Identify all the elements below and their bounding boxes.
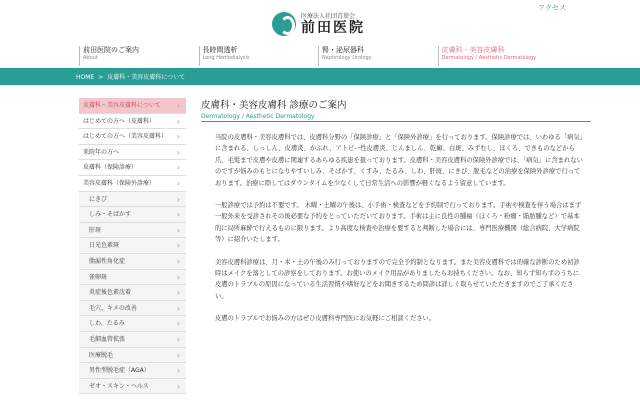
nav-item-sublabel: Dermatology / Aesthetic Dermatology (441, 55, 537, 61)
sidebar-item[interactable]: 日光色素斑 › (79, 238, 186, 254)
sidebar-item[interactable]: 男性型脱毛症（AGA） › (79, 363, 186, 379)
page-subtitle: Dermatology / Aesthetic Dermatology (201, 113, 315, 120)
logo-subtitle: 医療法人社団青葉会 (301, 12, 356, 20)
sidebar (79, 98, 186, 394)
logo-name: 前田医院 (301, 19, 365, 36)
sidebar-item[interactable]: にきび › (79, 192, 186, 208)
sidebar-item[interactable]: 肝斑 › (79, 223, 186, 239)
content-paragraph: 当院の皮膚科・美容皮膚科では、皮膚科分野の「保険診療」と「保険外診療」を行っております。保険診療では、いわゆる「病気」に含まれる、しっしん、皮膚炎、かぶれ、アトピー性皮膚炎、じんましん、乾癬、白斑、みずむし、ほくろ、できものなどから 爪、毛髪まで皮膚や皮膚に関連するあらゆる疾患を扱っております。皮膚科・美容皮膚科の保険外診療では、「病気」に含まれないのですが悩みのもとになりやすいしみ、そばかす、くすみ、たるみ、しわ、肝斑、にきび、脱毛などの治療を保険外診療で行っております。治療に際してはダウンタイムを少なくして日常生活への影響が軽くなるよう留意しています。 (215, 134, 583, 187)
content-paragraph: 一般診療では予約は不要です。 木曜・土曜の午後は、小手術・検査などを予約制で行っております。手術や検査を伴う場合はまず一般外来を受診されその後必要な予約をとっていただいております。手術は主に良性の腫瘍（ほくろ・粉瘤・脂肪腫など）で基本的に局所麻酔で行えるものに限ります。より高度な検査や治療を要すると判断した場合には、専門医療機関（総合病院、大学病院等）に紹介いたします。 (215, 202, 582, 244)
nav-item-label: 腎・泌尿器科 (322, 46, 364, 54)
nav-item-sublabel: About (83, 55, 98, 61)
nav-item-sublabel: Long Hemodialysis (202, 55, 250, 61)
sidebar-item[interactable]: 雀卵斑 › (79, 270, 186, 286)
nav-item-nephrology[interactable] (318, 46, 438, 66)
sidebar-item[interactable]: しわ、たるみ › (79, 316, 186, 332)
nav-item-label: 皮膚科・美容皮膚科 (441, 46, 505, 54)
main-content (215, 132, 585, 336)
breadcrumb-home[interactable]: HOME (76, 74, 95, 81)
logo-mark-icon (272, 12, 296, 36)
sidebar-item[interactable]: 皮膚科（保険診療） › (79, 160, 186, 176)
sidebar-item[interactable]: はじめての方へ（美容皮膚科） › (79, 129, 186, 145)
nav-item-label: 前田医院のご案内 (83, 46, 139, 54)
breadcrumb-separator: > (98, 74, 104, 81)
sidebar-item[interactable]: ゼオ・スキン・ヘルス › (79, 379, 186, 395)
nav-item-sublabel: Nephrology Urology (322, 55, 372, 61)
sidebar-item[interactable]: 美容皮膚科（保険外診療） › (79, 176, 186, 192)
sidebar-item[interactable]: 脂漏性角化症 › (79, 254, 186, 270)
access-link[interactable]: アクセス (538, 4, 566, 12)
content-paragraph: 美容皮膚科診療は、月・木・土の午後のみ行っておりますので完全予約制となります。また美容皮膚科では的確な診断のため初診時はメイクを落としての診察をしております。お使いのメイク用品がありましたらお持ちください。なお、知らず知らずのうちに皮膚のトラブルの原因になっている生活習慣や嗜好などをお聞きするため問診は詳しく取らせていただきますのでご了承ください。 (215, 258, 580, 300)
global-nav (79, 46, 557, 66)
sidebar-item[interactable]: 炎症後色素沈着 › (79, 285, 186, 301)
sidebar-item[interactable]: 来院年の方へ › (79, 145, 186, 161)
breadcrumb (76, 72, 189, 81)
sidebar-item[interactable]: 医療脱毛 › (79, 348, 186, 364)
breadcrumb-current: 皮膚科・美容皮膚科について (107, 74, 186, 81)
sidebar-item[interactable]: しみ・そばかす › (79, 207, 186, 223)
sidebar-item[interactable]: 皮膚科・美容皮膚科について › (79, 98, 186, 114)
page-title-box (201, 97, 591, 122)
page-title: 皮膚科・美容皮膚科 診療のご案内 (201, 100, 347, 111)
nav-item-label: 長時間透析 (202, 46, 238, 54)
content-paragraph: 皮膚のトラブルでお悩みの方はぜひ皮膚科専門医にお気軽にご相談ください。 (215, 315, 436, 323)
nav-item-dermatology[interactable] (438, 46, 558, 66)
nav-item-hemodialysis[interactable] (199, 46, 319, 66)
sidebar-item[interactable]: はじめての方へ（皮膚科） › (79, 114, 186, 130)
logo[interactable] (272, 12, 365, 36)
sidebar-item[interactable]: 毛細血管拡張 › (79, 332, 186, 348)
sidebar-item[interactable]: 毛穴、キメの改善 › (79, 301, 186, 317)
nav-item-about[interactable] (79, 46, 199, 66)
